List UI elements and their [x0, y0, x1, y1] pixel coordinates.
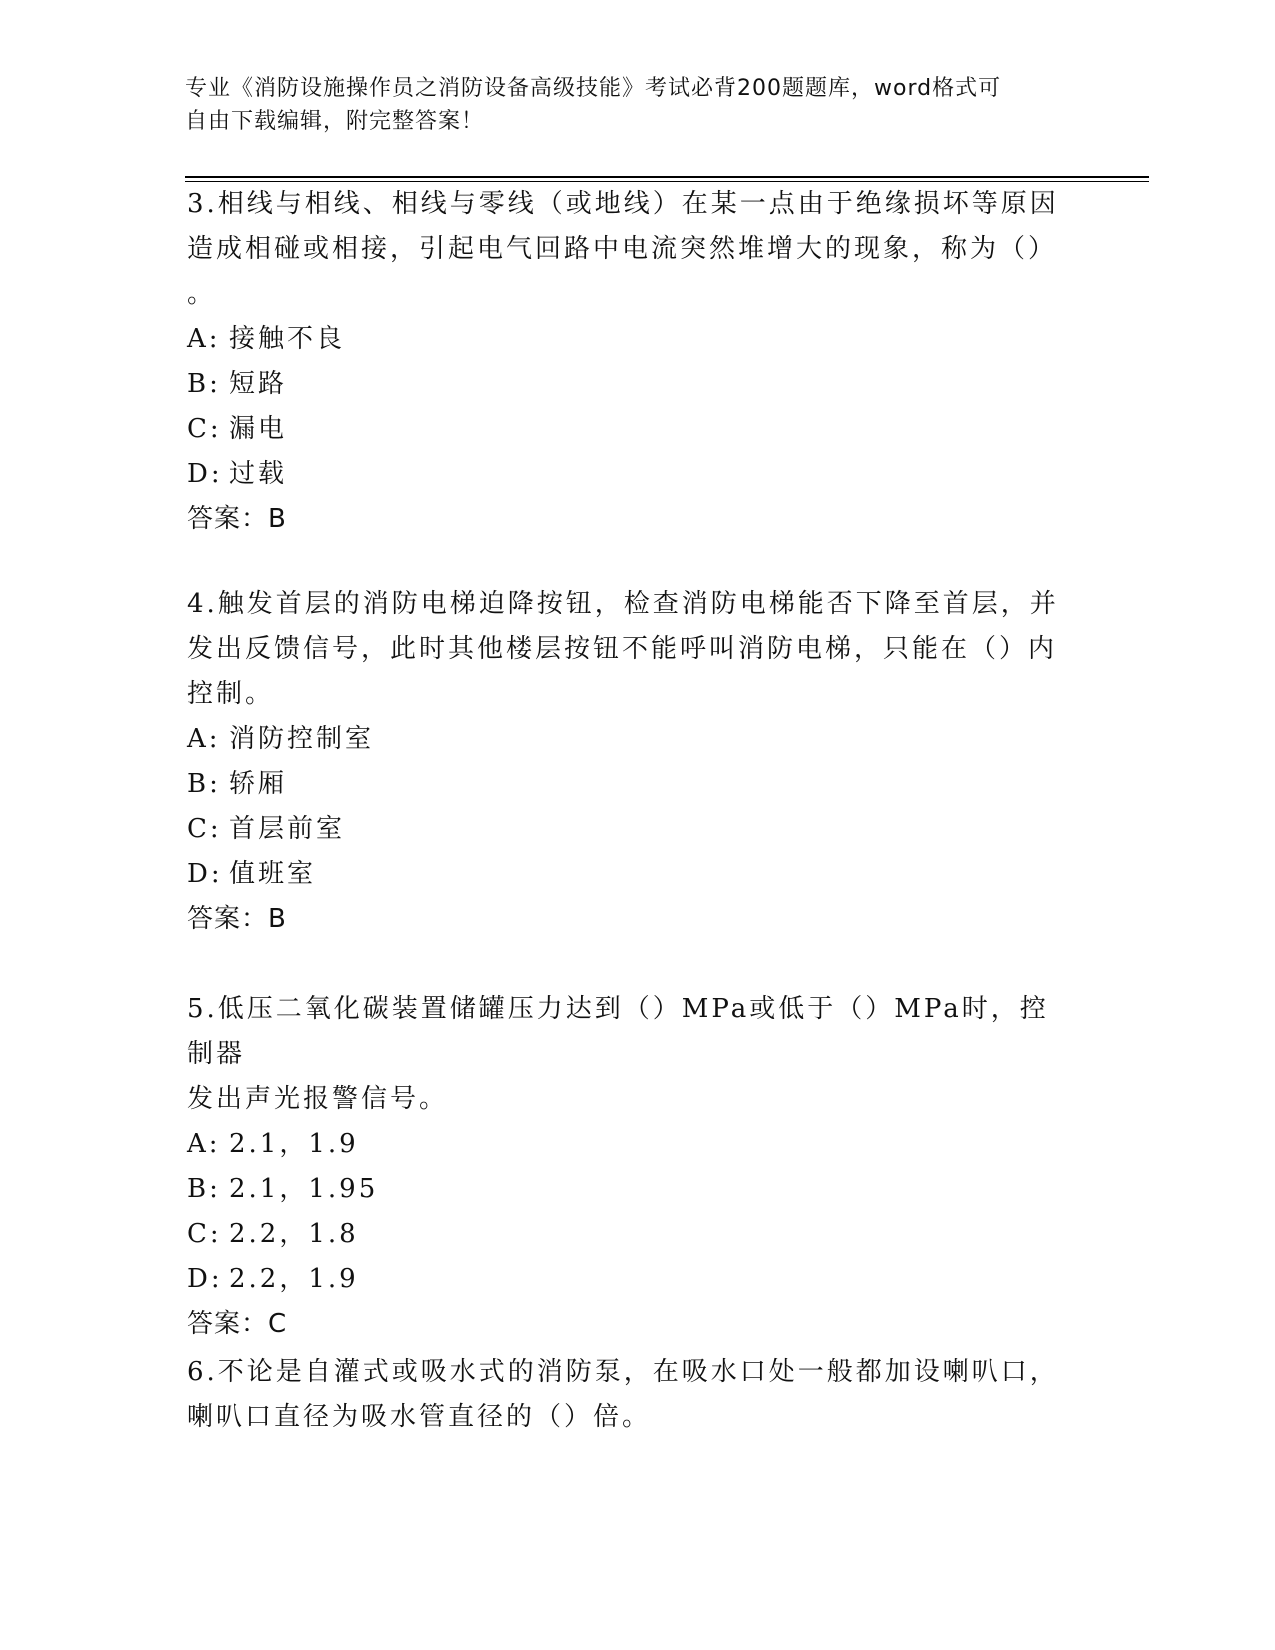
option-text: 2.2，1.8 [229, 1219, 359, 1249]
option-a [187, 317, 1067, 362]
option-letter: D: [187, 1264, 223, 1294]
option-text: 首层前室 [229, 814, 346, 844]
option-letter: D: [187, 859, 223, 889]
option-text: 接触不良 [229, 324, 346, 354]
option-text: 2.1，1.95 [229, 1174, 379, 1204]
question-6 [187, 1350, 1067, 1440]
option-letter: C: [187, 1219, 222, 1249]
question-text-line: 控制。 [187, 679, 275, 709]
option-text: 2.2，1.9 [229, 1264, 359, 1294]
question-text-line: 发出反馈信号，此时其他楼层按钮不能呼叫消防电梯，只能在（）内 [187, 634, 1058, 664]
option-c [187, 407, 1067, 452]
option-text: 轿厢 [229, 769, 288, 799]
option-b [187, 762, 1067, 807]
header-line-1: 专业《消防设施操作员之消防设备高级技能》考试必背200题题库，word格式可 [185, 76, 1002, 101]
question-text-line: 3.相线与相线、相线与零线（或地线）在某一点由于绝缘损坏等原因 [187, 189, 1059, 219]
answer-line: 答案：B [187, 904, 287, 934]
option-letter: C: [187, 414, 222, 444]
question-text-line: 5.低压二氧化碳装置储罐压力达到（）MPa或低于（）MPa时，控制器 [187, 994, 1049, 1069]
option-text: 短路 [229, 369, 288, 399]
option-c [187, 807, 1067, 852]
option-letter: B: [187, 1174, 221, 1204]
option-a [187, 1122, 1067, 1167]
question-text-line: 喇叭口直径为吸水管直径的（）倍。 [187, 1402, 652, 1432]
option-letter: A: [187, 324, 221, 354]
answer-line: 答案：B [187, 504, 287, 534]
question-text-line: 6.不论是自灌式或吸水式的消防泵，在吸水口处一般都加设喇叭口， [187, 1357, 1059, 1387]
option-d [187, 852, 1067, 897]
question-text-line: 。 [187, 279, 217, 309]
option-text: 过载 [229, 459, 288, 489]
question-text-line: 造成相碰或相接，引起电气回路中电流突然堆增大的现象，称为（） [187, 234, 1058, 264]
option-letter: D: [187, 459, 223, 489]
document-header [185, 72, 1065, 138]
question-text-line: 发出声光报警信号。 [187, 1084, 449, 1114]
option-a [187, 717, 1067, 762]
option-text: 漏电 [229, 414, 288, 444]
answer-line: 答案：C [187, 1309, 288, 1339]
question-4 [187, 582, 1067, 942]
question-3 [187, 182, 1067, 542]
option-text: 值班室 [229, 859, 317, 889]
option-b [187, 362, 1067, 407]
option-letter: A: [187, 1129, 221, 1159]
option-letter: B: [187, 369, 221, 399]
option-letter: B: [187, 769, 221, 799]
option-letter: A: [187, 724, 221, 754]
option-b [187, 1167, 1067, 1212]
option-text: 消防控制室 [229, 724, 375, 754]
header-divider-thick [185, 176, 1149, 178]
option-c [187, 1212, 1067, 1257]
option-d [187, 1257, 1067, 1302]
option-text: 2.1，1.9 [229, 1129, 359, 1159]
option-letter: C: [187, 814, 222, 844]
question-text-line: 4.触发首层的消防电梯迫降按钮，检查消防电梯能否下降至首层，并 [187, 589, 1059, 619]
option-d [187, 452, 1067, 497]
question-5 [187, 987, 1067, 1347]
header-line-2: 自由下载编辑，附完整答案！ [185, 109, 485, 134]
